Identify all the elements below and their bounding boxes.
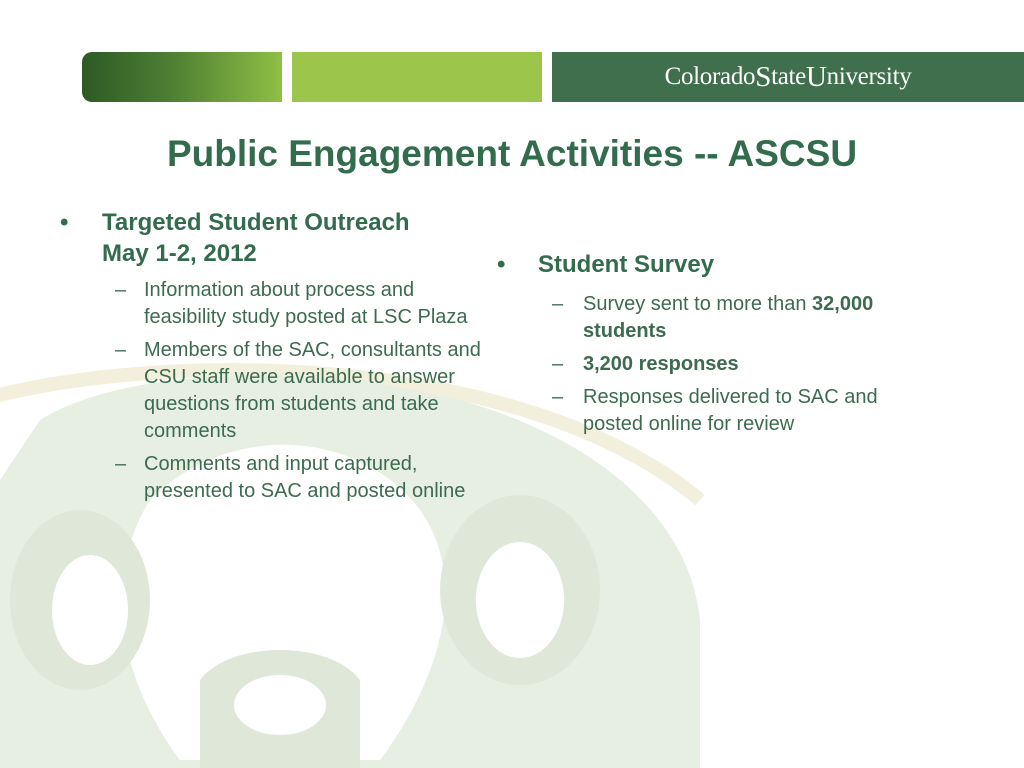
list-item: – Responses delivered to SAC and posted online for review: [552, 385, 878, 435]
header-bar-middle: [292, 52, 542, 102]
outreach-heading-line2: May 1-2, 2012: [102, 239, 257, 267]
list-item: – Members of the SAC, consultants and CSU staff were available to answer questions from students and take comments: [115, 339, 481, 443]
bullet-outreach: [60, 208, 500, 269]
header-bar-left: [82, 52, 282, 102]
bullet-survey: [497, 250, 937, 281]
outreach-heading-line1: Targeted Student Outreach: [102, 209, 410, 236]
survey-subitems: [497, 291, 937, 438]
list-item: – 3,200 responses: [552, 352, 739, 375]
slide-title: Public Engagement Activities -- ASCSU: [166, 133, 858, 174]
list-item: – Comments and input captured, presented to SAC and posted online: [115, 453, 466, 503]
bullet-dot: •: [60, 209, 69, 236]
university-wordmark: Colorado S tate U niversity: [664, 60, 912, 93]
bullet-dot: •: [497, 251, 506, 278]
survey-heading: Student Survey: [538, 251, 715, 278]
left-column: [60, 208, 500, 511]
right-column: [497, 250, 937, 444]
list-item: – Information about process and feasibility study posted at LSC Plaza: [115, 279, 468, 329]
list-item: – Survey sent to more than 32,000 students: [552, 292, 874, 342]
outreach-subitems: [60, 277, 500, 505]
